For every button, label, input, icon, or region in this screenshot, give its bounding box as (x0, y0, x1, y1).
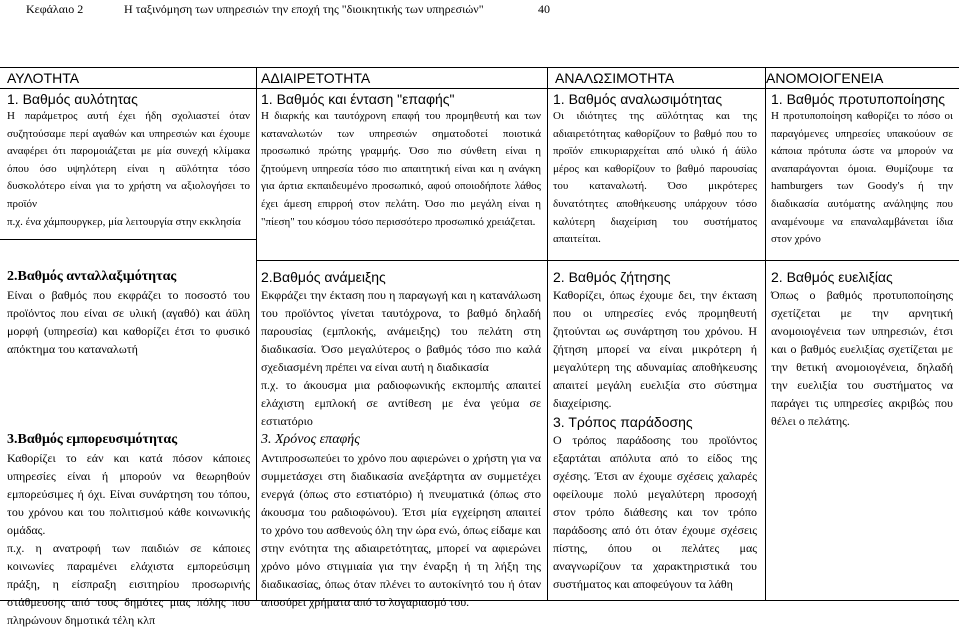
column-heading: ΑΔΙΑΙΡΕΤΟΤΗΤΑ (257, 68, 547, 89)
section-title: 3.Βαθμός εμπορευσιμότητας (7, 432, 178, 447)
table-cell (0, 267, 256, 627)
table-cell (548, 267, 765, 600)
column-heading: ΑΝΟΜΟΙΟΓΕΝΕΙΑ (766, 68, 959, 89)
section-title: 1. Βαθμός αναλωσιμότητας (553, 91, 723, 107)
table-cell (548, 89, 765, 261)
section-title: 2. Βαθμός ζήτησης (553, 269, 671, 285)
table-cell (257, 89, 547, 261)
section-body: Εκφράζει την έκταση που η παραγωγή και η κατανάλωση του προϊόντος γίνεται ταυτόχρονα, το βαθμό δηλαδή παρουσίας (εμπλοκής, ανάμειξης) του πελάτη στη διαδικασία. Όσο μεγαλύτερος ο βαθμός τόσο πιο καλά σχεδιασμένη πρέπει να είναι αυτή η διαδικασία (261, 288, 541, 374)
section-body: Είναι ο βαθμός που εκφράζει το ποσοστό του προϊόντος που είναι σε υλική (αγαθό) και άϋλη μορφή (υπηρεσία) και καθορίζει έτσι το φυσικό απόκτημα του καταναλωτή (7, 288, 250, 356)
page-header (0, 0, 959, 22)
section-title: 1. Βαθμός αυλότητας (7, 91, 138, 107)
section-body: Καθορίζει, όπως έχουμε δει, την έκταση που οι υπηρεσίες ενός προμηθευτή ζητούνται ως συνάρτηση του χρόνου. Η ζήτηση μπορεί να είναι μικρότερη ή μεγαλύτερη της αδυναμίας αποθήκευσης απαιτεί μεγάλη ευελιξία στο σύστημα διαχείρισης. (553, 288, 757, 410)
section-body: Ο τρόπος παράδοσης του προϊόντος εξαρτάται απόλυτα από το είδος της σχέσης. Έτσι αν έχουμε σχέσεις χαλαρές οφείλουμε πολύ μεγαλύτερη προσοχή στον τρόπο διάθεσης και τον τρόπο παράδοσης από ότι όταν έχουμε σχέσεις πίστης, όπου οι πελάτες μας αναγνωρίζουν τα χαρακτηριστικά του συστήματος και αποφεύγουν τα λάθη (553, 433, 757, 591)
section-body: Η παράμετρος αυτή έχει ήδη σχολιαστεί όταν συζητούσαμε περί αγαθών και υπηρεσιών και έχουμε αναφέρει ότι παρομοιάζεται με μία συνεχή κλίμακα όπου όσο υψηλότερη είναι η αϋλότητα τόσο δυσκολότερο είναι για το χρήστη να αξιολογήσει το προϊόν (7, 110, 250, 210)
section-example: π.χ. ένα χάμπουργκερ, μία λειτουργία στην εκκλησία (7, 215, 241, 228)
column-perishability (547, 68, 765, 600)
section-title: 2. Βαθμός ευελιξίας (771, 269, 893, 285)
chapter-label: Κεφάλαιο 2 (26, 2, 84, 16)
column-heterogeneity (765, 68, 959, 600)
table-cell (766, 89, 959, 261)
section-body: Όπως ο βαθμός προτυποποίησης σχετίζεται με την αρνητική ανομοιογένεια των υπηρεσιών, έτσι και ο βαθμός ευελιξίας σχετίζεται με την θετική ανομοιογένεια, δηλαδή την ευελιξία του συστήματος να παράγει τις υπηρεσίες ακριβώς που θέλει ο πελάτης. (771, 288, 953, 428)
section-body: Η διαρκής και ταυτόχρονη επαφή του προμηθευτή και των καταναλωτών των υπηρεσιών σηματοδοτεί ποιοτικά προσωπικό πρώτης γραμμής. Όσο πιο σύνθετη είναι η ζητούμενη υπηρεσία τόσο πιο απαιτητική είναι και η ανάγκη για άρτια εκπαιδευμένο προσωπικό, αφού οποιοδήποτε λάθος έχει άμεση επιρροή στον πελάτη. Όσο πιο μεγάλη είναι η "πίεση" του κόσμου τόσο περισσότερο προσωπικό χρειάζεται. (261, 110, 541, 228)
section-body: Οι ιδιότητες της αϋλότητας και της αδιαιρετότητας καθορίζουν το βαθμό που το προϊόν επικυριαρχείται από υλικό ή άϋλο μέρος και καθορίζουν το βαθμό παρουσίας του καταναλωτή. Όσο μικρότερες δυνατότητες αποθήκευσης υπάρχουν τόσο καλύτερη διαχείριση του συστήματος απαιτείται. (553, 110, 757, 246)
column-inseparability (256, 68, 547, 609)
section-example: π.χ. η ανατροφή των παιδιών σε κάποιες κοινωνίες παραμένει ελάχιστα εμπορεύσιμη πράξη, η είσπραξη εισιτηρίου προσωρινής στάθμευσης από τους δημότες μιας πόλης που πληρώνουν δημοτικά τέλη κλπ (7, 541, 250, 627)
section-title: 3. Χρόνος επαφής (261, 432, 360, 447)
column-heading: ΑΥΛΟΤΗΤΑ (0, 68, 256, 89)
table-cell (766, 267, 959, 600)
chapter-title: Η ταξινόμηση των υπηρεσιών την εποχή της "διοικητικής των υπηρεσιών" (124, 2, 484, 16)
section-title: 2.Βαθμός ανταλλαξιμότητας (7, 269, 177, 284)
section-body: Καθορίζει το εάν και κατά πόσον κάποιες υπηρεσίες είναι ή μπορούν να θεωρηθούν εμπορεύσιμες ή όχι. Είναι συνάρτηση του τόπου, του χρόνου και του πολιτισμού κάθε κοινωνικής ομάδας. (7, 451, 250, 537)
section-example: π.χ. το άκουσμα μια ραδιοφωνικής εκπομπής απαιτεί ελάχιστη εμπλοκή σε αντίθεση με ένα γεύμα σε εστιατόριο (261, 378, 541, 428)
table-cell (0, 89, 256, 240)
column-intangibility (0, 68, 256, 627)
section-body: Αντιπροσωπεύει το χρόνο που αφιερώνει ο χρήστη για να συμμετάσχει στη διαδικασία ανεξάρτητα αν συμμετέχει ενεργά (όπως στο εστιατόριο) ή πνευματικά (όπως στο άκουσμα του ραδιοφώνου). Έτσι μία εγχείρηση απαιτεί το χρόνο του ασθενούς όλη την ώρα ενώ, όπως είδαμε και στην ενότητα της αδιαιρετότητας, μπορεί να αφιερώνει χρόνο μόνο στιγμιαία για την έναρξη ή τη λήξη της διαδικασίας, όπως όταν πλένει το αυτοκίνητό του ή όταν αποσύρει χρήματα από το λογαριασμό του. (261, 451, 541, 609)
section-title: 1. Βαθμός προτυποποίησης (771, 91, 946, 107)
table-cell (257, 267, 547, 609)
section-title: 3. Τρόπος παράδοσης (553, 414, 693, 430)
section-title: 1. Βαθμός και ένταση "επαφής" (261, 91, 455, 107)
section-title: 2.Βαθμός ανάμειξης (261, 269, 386, 285)
services-classification-table (0, 67, 959, 627)
section-body: Η προτυποποίηση καθορίζει το πόσο οι παραγόμενες υπηρεσίες υπακούουν σε κάποια πρότυπα ώστε να μπορούν να αναπαράγονται όμοια. Θυμίζουμε τα hamburgers των Goody's ή την διαδικασία αυτόματης ανάληψης που αναμένουμε να επαναλαμβάνεται ίδια στον χρόνο (771, 110, 953, 246)
column-heading: ΑΝΑΛΩΣΙΜΟΤΗΤΑ (548, 68, 765, 89)
page-number: 40 (538, 2, 550, 16)
